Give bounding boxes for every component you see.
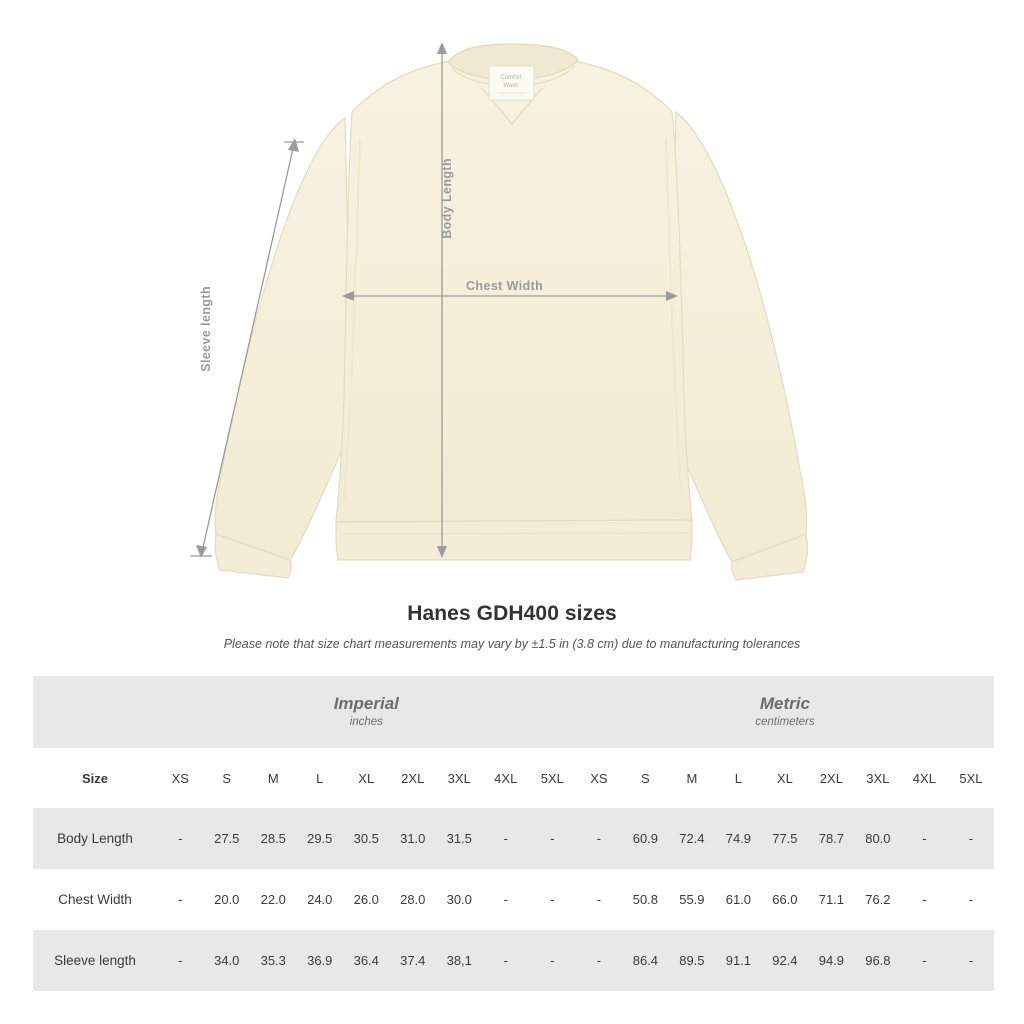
cell: 66.0: [762, 869, 809, 930]
cell: -: [483, 930, 530, 991]
size-header-imperial-xs: XS: [157, 748, 204, 808]
unit-group-metric-unit: centimeters: [755, 716, 815, 728]
cell: 71.1: [808, 869, 855, 930]
size-header-metric-5xl: 5XL: [948, 748, 995, 808]
cell: 74.9: [715, 808, 762, 869]
size-header-imperial-s: S: [204, 748, 251, 808]
cell: -: [529, 869, 576, 930]
cell: -: [948, 930, 995, 991]
cell: -: [901, 930, 948, 991]
unit-group-imperial: [157, 676, 576, 748]
size-header-label: Size: [33, 748, 157, 808]
size-header-metric-l: L: [715, 748, 762, 808]
cell: -: [529, 808, 576, 869]
row-label-chest-width: Chest Width: [33, 869, 157, 930]
cell: 96.8: [855, 930, 902, 991]
cell: -: [948, 869, 995, 930]
cell: 20.0: [204, 869, 251, 930]
cell: 55.9: [669, 869, 716, 930]
cell: 94.9: [808, 930, 855, 991]
cell: 61.0: [715, 869, 762, 930]
cell: 34.0: [204, 930, 251, 991]
svg-text:Wash: Wash: [503, 83, 519, 89]
size-table-wrapper: [33, 676, 991, 991]
cell: 28.5: [250, 808, 297, 869]
cell: -: [529, 930, 576, 991]
unit-group-metric: [576, 676, 995, 748]
cell: 37.4: [390, 930, 437, 991]
size-header-imperial-m: M: [250, 748, 297, 808]
unit-group-metric-title: Metric: [759, 693, 810, 713]
label-sleeve-length: Sleeve length: [199, 286, 213, 372]
cell: 27.5: [204, 808, 251, 869]
size-header-metric-4xl: 4XL: [901, 748, 948, 808]
table-row: [33, 869, 994, 930]
size-header-imperial-4xl: 4XL: [483, 748, 530, 808]
cell: -: [483, 808, 530, 869]
cell: 38,1: [436, 930, 483, 991]
cell: -: [576, 808, 623, 869]
table-row: [33, 808, 994, 869]
cell: 72.4: [669, 808, 716, 869]
cell: 86.4: [622, 930, 669, 991]
cell: 36.9: [297, 930, 344, 991]
cell: 80.0: [855, 808, 902, 869]
row-label-sleeve-length: Sleeve length: [33, 930, 157, 991]
cell: 24.0: [297, 869, 344, 930]
cell: 28.0: [390, 869, 437, 930]
size-header-metric-xl: XL: [762, 748, 809, 808]
size-header-imperial-2xl: 2XL: [390, 748, 437, 808]
svg-text:Comfort: Comfort: [500, 75, 522, 81]
cell: 30.0: [436, 869, 483, 930]
cell: 31.0: [390, 808, 437, 869]
size-header-metric-xs: XS: [576, 748, 623, 808]
cell: -: [901, 808, 948, 869]
cell: 30.5: [343, 808, 390, 869]
cell: -: [901, 869, 948, 930]
size-header-metric-m: M: [669, 748, 716, 808]
size-header-row: [33, 748, 994, 808]
cell: 89.5: [669, 930, 716, 991]
unit-spacer-cell: [33, 676, 157, 748]
label-body-length: Body Length: [440, 158, 454, 239]
cell: -: [157, 869, 204, 930]
cell: 22.0: [250, 869, 297, 930]
cell: 78.7: [808, 808, 855, 869]
cell: -: [576, 930, 623, 991]
cell: 29.5: [297, 808, 344, 869]
cell: 50.8: [622, 869, 669, 930]
cell: -: [576, 869, 623, 930]
table-row: [33, 930, 994, 991]
size-header-metric-2xl: 2XL: [808, 748, 855, 808]
cell: 91.1: [715, 930, 762, 991]
size-chart-table: [33, 676, 994, 991]
cell: 76.2: [855, 869, 902, 930]
cell: 92.4: [762, 930, 809, 991]
page-title: Hanes GDH400 sizes: [407, 602, 617, 625]
size-header-metric-3xl: 3XL: [855, 748, 902, 808]
cell: -: [157, 930, 204, 991]
cell: 31.5: [436, 808, 483, 869]
row-label-body-length: Body Length: [33, 808, 157, 869]
cell: 26.0: [343, 869, 390, 930]
size-header-metric-s: S: [622, 748, 669, 808]
unit-header-row: [33, 676, 994, 748]
size-header-imperial-3xl: 3XL: [436, 748, 483, 808]
unit-group-imperial-unit: inches: [349, 716, 383, 728]
cell: 60.9: [622, 808, 669, 869]
label-chest-width: Chest Width: [466, 279, 544, 293]
cell: -: [948, 808, 995, 869]
size-header-imperial-5xl: 5XL: [529, 748, 576, 808]
cell: 77.5: [762, 808, 809, 869]
cell: 35.3: [250, 930, 297, 991]
size-header-imperial-l: L: [297, 748, 344, 808]
size-header-imperial-xl: XL: [343, 748, 390, 808]
unit-group-imperial-title: Imperial: [333, 693, 399, 713]
cell: -: [157, 808, 204, 869]
tolerance-note: Please note that size chart measurements may vary by ±1.5 in (3.8 cm) due to manufacturing tolerances: [223, 637, 801, 651]
cell: -: [483, 869, 530, 930]
cell: 36.4: [343, 930, 390, 991]
